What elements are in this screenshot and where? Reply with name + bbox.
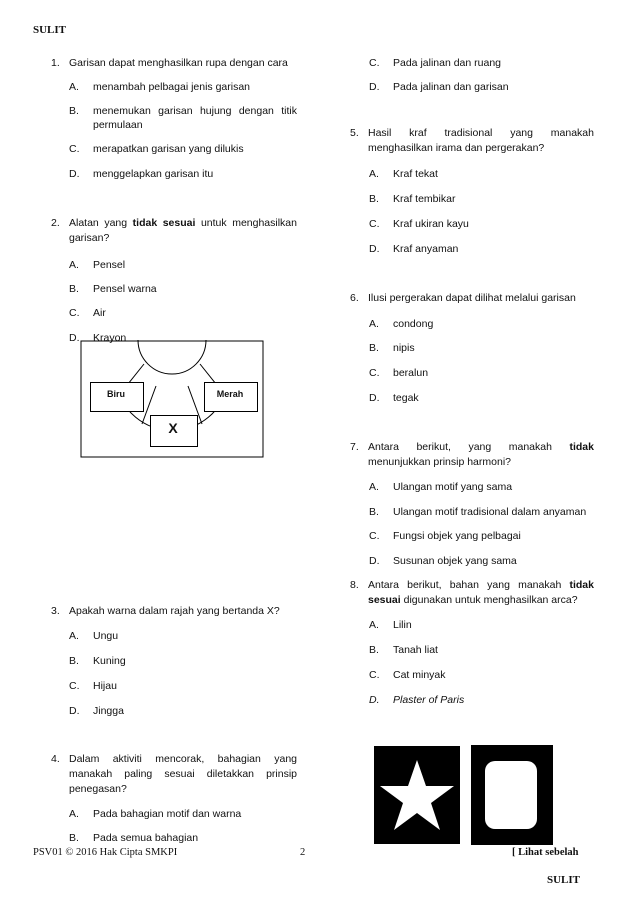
option-text: Plaster of Paris [393, 694, 465, 706]
option-letter: A. [69, 259, 79, 271]
option-letter: A. [69, 808, 79, 820]
footer-copyright: PSV01 © 2016 Hak Cipta SMKPI [33, 847, 178, 858]
question-number: 4. [51, 753, 60, 765]
diagram-divider [200, 364, 216, 384]
option-text: menambah pelbagai jenis garisan [93, 81, 251, 93]
option-letter: C. [369, 669, 380, 681]
option-text: Fungsi objek yang pelbagai [393, 530, 521, 542]
question-text-post: untuk menghasilkan garisan? [69, 217, 297, 244]
option-letter: D. [69, 168, 80, 180]
option-text: Kuning [93, 655, 126, 667]
option-text: Hijau [93, 680, 117, 692]
option-text: Pada bahagian motif dan warna [93, 808, 242, 820]
question-number: 1. [51, 57, 60, 69]
option-text: Cat minyak [393, 669, 446, 681]
star-icon [374, 746, 460, 844]
option-letter: C. [369, 218, 380, 230]
option-text: Tanah liat [393, 644, 438, 656]
rounded-rectangle-image [471, 745, 553, 845]
option-text: menggelapkan garisan itu [93, 168, 214, 180]
question-text-pre: Antara berikut, bahan yang manakah [368, 579, 570, 591]
option-text: merapatkan garisan yang dilukis [93, 143, 244, 155]
option-letter: C. [69, 143, 80, 155]
option-text: nipis [393, 342, 415, 354]
option-letter: B. [369, 644, 379, 656]
option-letter: A. [69, 81, 79, 93]
option-letter: B. [369, 193, 379, 205]
question-number: 7. [350, 441, 359, 453]
question-5 [350, 126, 594, 158]
option-letter: D. [369, 694, 380, 706]
option-letter: B. [69, 283, 79, 295]
option-letter: D. [369, 81, 380, 93]
option-letter: A. [369, 481, 379, 493]
option-text: Susunan objek yang sama [393, 555, 517, 567]
option-letter: A. [369, 168, 379, 180]
option-letter: C. [369, 530, 380, 542]
option-letter: C. [69, 307, 80, 319]
question-text-post: digunakan untuk menghasilkan arca? [400, 594, 578, 606]
question-number: 6. [350, 292, 359, 304]
option-letter: B. [369, 342, 379, 354]
diagram-label-merah: Merah [216, 389, 244, 399]
question-text: Dalam aktiviti mencorak, bahagian yang manakah paling sesuai diletakkan prinsip penegasan? [69, 753, 297, 795]
question-text: Apakah warna dalam rajah yang bertanda X? [69, 605, 280, 617]
question-text: Ilusi pergerakan dapat dilihat melalui garisan [368, 292, 576, 304]
option-text: beralun [393, 367, 429, 379]
option-letter: D. [369, 243, 380, 255]
question-text [368, 440, 594, 470]
question-text: Garisan dapat menghasilkan rupa dengan cara [69, 57, 288, 69]
diagram-label-x: X [168, 420, 178, 436]
option-text: Ungu [93, 630, 119, 642]
option-letter: A. [369, 318, 379, 330]
question-text-pre: Antara berikut, yang manakah [368, 441, 570, 453]
option-letter: D. [69, 332, 80, 344]
option-text: menemukan garisan hujung dengan titik permulaan [93, 105, 297, 131]
diagram-divider [128, 364, 144, 384]
option-text: Kraf tembikar [393, 193, 456, 205]
page-number: 2 [300, 847, 306, 858]
question-text [69, 216, 297, 246]
question-text: Hasil kraf tradisional yang manakah menghasilkan irama dan pergerakan? [368, 127, 594, 154]
question-7 [350, 440, 594, 472]
question-text-post: menunjukkan prinsip harmoni? [368, 456, 511, 468]
question-number: 5. [350, 127, 359, 139]
option-letter: B. [69, 105, 79, 117]
option-letter: C. [369, 367, 380, 379]
diagram-label-biru: Biru [107, 389, 125, 399]
option-text: Ulangan motif yang sama [393, 481, 513, 493]
option-text: Krayon [93, 332, 127, 344]
option-text: Pensel [93, 259, 126, 271]
option-letter: D. [369, 555, 380, 567]
option-letter: B. [369, 506, 379, 518]
star-image [374, 746, 460, 844]
colour-wheel-diagram [80, 340, 264, 458]
option-letter: C. [69, 680, 80, 692]
option-letter: B. [69, 655, 79, 667]
question-text [368, 578, 594, 608]
q1-option-b[interactable] [69, 104, 297, 134]
option-letter: D. [369, 392, 380, 404]
question-text-pre: Alatan yang [69, 217, 133, 229]
option-letter: A. [69, 630, 79, 642]
option-text: tegak [393, 392, 419, 404]
question-text-emphasis: tidak [569, 441, 594, 453]
rounded-rectangle-shape [485, 761, 537, 829]
footer-next-page: [ Lihat sebelah [512, 847, 579, 858]
option-letter: D. [69, 705, 80, 717]
option-text: Jingga [93, 705, 124, 717]
option-text: Pada jalinan dan garisan [393, 81, 509, 93]
question-text-emphasis: tidak sesuai [368, 579, 594, 606]
option-text: Kraf ukiran kayu [393, 218, 469, 230]
option-letter: A. [369, 619, 379, 631]
question-number: 2. [51, 217, 60, 229]
option-text: Kraf anyaman [393, 243, 459, 255]
option-text: Lilin [393, 619, 412, 631]
option-text: Pada semua bahagian [93, 832, 199, 844]
question-number: 8. [350, 579, 359, 591]
option-letter: B. [69, 832, 79, 844]
footer-sulit-mark: SULIT [547, 874, 581, 886]
header-sulit-mark: SULIT [33, 24, 67, 36]
option-letter: C. [369, 57, 380, 69]
option-text: Pada jalinan dan ruang [393, 57, 502, 69]
question-8 [350, 578, 594, 610]
question-text-emphasis: tidak sesuai [132, 217, 196, 229]
option-text: condong [393, 318, 434, 330]
diagram-inner-arc [138, 340, 206, 374]
option-text: Ulangan motif tradisional dalam anyaman [393, 506, 587, 518]
option-text: Kraf tekat [393, 168, 438, 180]
question-number: 3. [51, 605, 60, 617]
question-4 [51, 752, 297, 798]
option-text: Pensel warna [93, 283, 157, 295]
option-text: Air [93, 307, 106, 319]
